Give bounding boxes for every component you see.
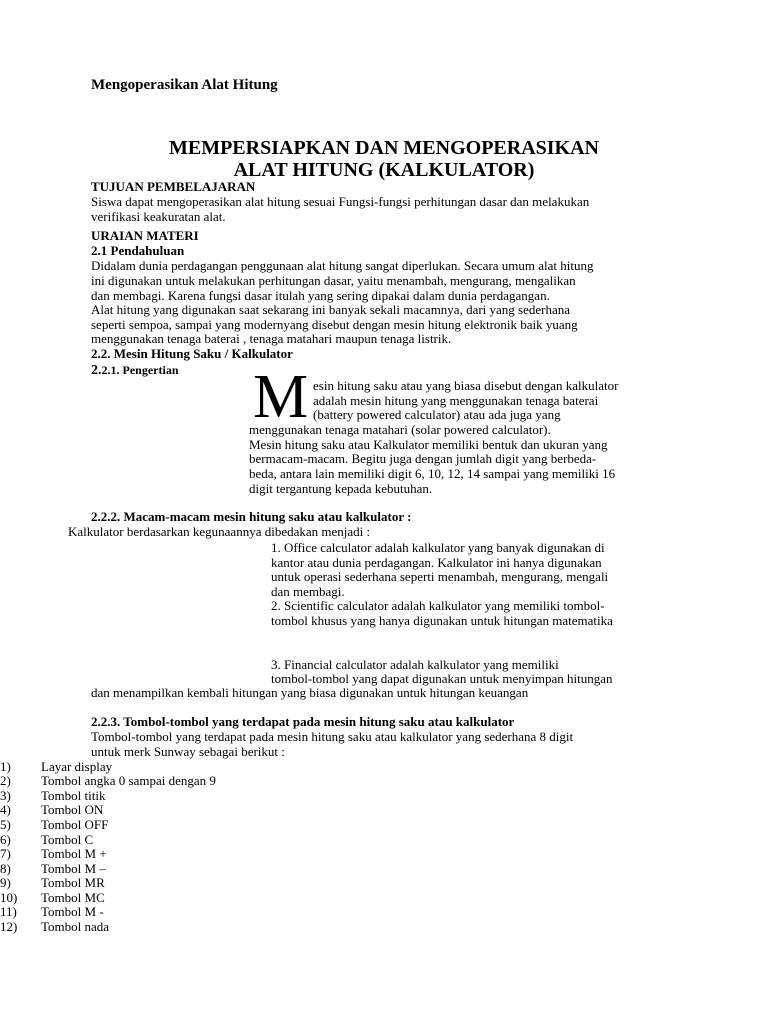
uraian-heading: URAIAN MATERI xyxy=(91,228,199,243)
list-item: Tombol MR xyxy=(41,875,105,890)
list-item-number: 8) xyxy=(0,861,11,876)
pendahuluan-line: menggunakan tenaga baterai , tenaga matahari maupun tenaga listrik. xyxy=(91,331,452,346)
list-item-number: 11) xyxy=(0,904,17,919)
calculator-type-line: tombol khusus yang hanya digunakan untuk hitungan matematika xyxy=(271,613,613,628)
page-title-line-2: ALAT HITUNG (KALKULATOR) xyxy=(233,159,535,181)
pengertian-line: menggunakan tenaga matahari (solar powered calculator). xyxy=(249,422,551,437)
pengertian-line: beda, antara lain memiliki digit 6, 10, 12, 14 sampai yang memiliki 16 xyxy=(249,466,616,481)
page-title-line-1: MEMPERSIAPKAN DAN MENGOPERASIKAN xyxy=(169,137,599,159)
list-item-number: 10) xyxy=(0,890,18,905)
section-2-2-3-heading: 2.2.3. Tombol-tombol yang terdapat pada mesin hitung saku atau kalkulator xyxy=(91,714,515,729)
calculator-type-line: 1. Office calculator adalah kalkulator yang banyak digunakan di xyxy=(271,540,605,555)
list-item: Tombol C xyxy=(41,832,94,847)
list-item-number: 2) xyxy=(0,773,11,788)
pengertian-line: Mesin hitung saku atau Kalkulator memiliki bentuk dan ukuran yang xyxy=(249,437,608,452)
pendahuluan-line: Alat hitung yang digunakan saat sekarang ini banyak sekali macamnya, dari yang sederhana xyxy=(91,302,571,317)
list-item: Tombol nada xyxy=(41,919,110,934)
pengertian-line: (battery powered calculator) atau ada juga yang xyxy=(313,407,561,422)
section-2-2-2-heading: 2.2.2. Macam-macam mesin hitung saku atau kalkulator : xyxy=(91,509,412,524)
pengertian-heading: 2.2.1. Pengertian xyxy=(91,363,179,378)
tujuan-line: Siswa dapat mengoperasikan alat hitung sesuai Fungsi-fungsi perhitungan dasar dan melakukan xyxy=(91,194,590,209)
calculator-type-line: dan membagi. xyxy=(271,584,345,599)
section-2-2-heading: 2.2. Mesin Hitung Saku / Kalkulator xyxy=(91,346,293,361)
pendahuluan-line: ini digunakan untuk melakukan perhitungan dasar, yaitu menambah, mengurang, mengalikan xyxy=(91,273,576,288)
section-2-2-3-intro: untuk merk Sunway sebagai berikut : xyxy=(91,744,285,759)
calculator-type-line: 3. Financial calculator adalah kalkulator yang memiliki xyxy=(271,657,559,672)
list-item-number: 12) xyxy=(0,919,18,934)
calculator-type-line: untuk operasi sederhana seperti menambah, mengurang, mengali xyxy=(271,569,609,584)
list-item-number: 9) xyxy=(0,875,11,890)
tujuan-heading: TUJUAN PEMBELAJARAN xyxy=(91,179,256,194)
list-item-number: 3) xyxy=(0,788,11,803)
list-item: Tombol M - xyxy=(41,904,104,919)
pendahuluan-line: dan membagi. Karena fungsi dasar itulah yang sering dipakai dalam dunia perdagangan. xyxy=(91,288,550,303)
pengertian-line: digit tergantung kepada kebutuhan. xyxy=(249,481,433,496)
list-item: Tombol M – xyxy=(41,861,106,876)
list-item: Tombol titik xyxy=(41,788,106,803)
tujuan-line: verifikasi keakuratan alat. xyxy=(91,209,226,224)
list-item: Tombol OFF xyxy=(41,817,109,832)
pendahuluan-line: seperti sempoa, sampai yang modernyang disebut dengan mesin hitung elektronik baik yuang xyxy=(91,317,578,332)
list-item: Tombol MC xyxy=(41,890,105,905)
pengertian-line: adalah mesin hitung yang menggunakan tenaga baterai xyxy=(313,393,599,408)
calculator-type-line: tombol-tombol yang dapat digunakan untuk menyimpan hitungan xyxy=(271,671,613,686)
pengertian-line: bermacam-macam. Begitu juga dengan jumlah digit yang berbeda- xyxy=(249,451,597,466)
dropcap-letter: M xyxy=(253,363,309,431)
list-item-number: 1) xyxy=(0,759,11,774)
document-header: Mengoperasikan Alat Hitung xyxy=(91,77,278,93)
calculator-type-line: 2. Scientific calculator adalah kalkulator yang memiliki tombol- xyxy=(271,598,605,613)
section-2-2-3-intro: Tombol-tombol yang terdapat pada mesin hitung saku atau kalkulator yang sederhana 8 digit xyxy=(91,729,574,744)
pendahuluan-line: Didalam dunia perdagangan penggunaan alat hitung sangat diperlukan. Secara umum alat hitung xyxy=(91,258,594,273)
calculator-type-line: kantor atau dunia perdagangan. Kalkulator ini hanya digunakan xyxy=(271,555,602,570)
list-item: Tombol ON xyxy=(41,802,104,817)
list-item-number: 4) xyxy=(0,802,11,817)
list-item-number: 7) xyxy=(0,846,11,861)
list-item: Tombol M + xyxy=(41,846,107,861)
pendahuluan-heading: 2.1 Pendahuluan xyxy=(91,243,185,258)
list-item-number: 5) xyxy=(0,817,11,832)
list-item: Tombol angka 0 sampai dengan 9 xyxy=(41,773,216,788)
calculator-type-line: dan menampilkan kembali hitungan yang biasa digunakan untuk hitungan keuangan xyxy=(91,685,529,700)
section-2-2-2-intro: Kalkulator berdasarkan kegunaannya dibedakan menjadi : xyxy=(68,524,371,539)
pengertian-line: esin hitung saku atau yang biasa disebut dengan kalkulator xyxy=(313,378,619,393)
list-item: Layar display xyxy=(41,759,113,774)
list-item-number: 6) xyxy=(0,832,11,847)
